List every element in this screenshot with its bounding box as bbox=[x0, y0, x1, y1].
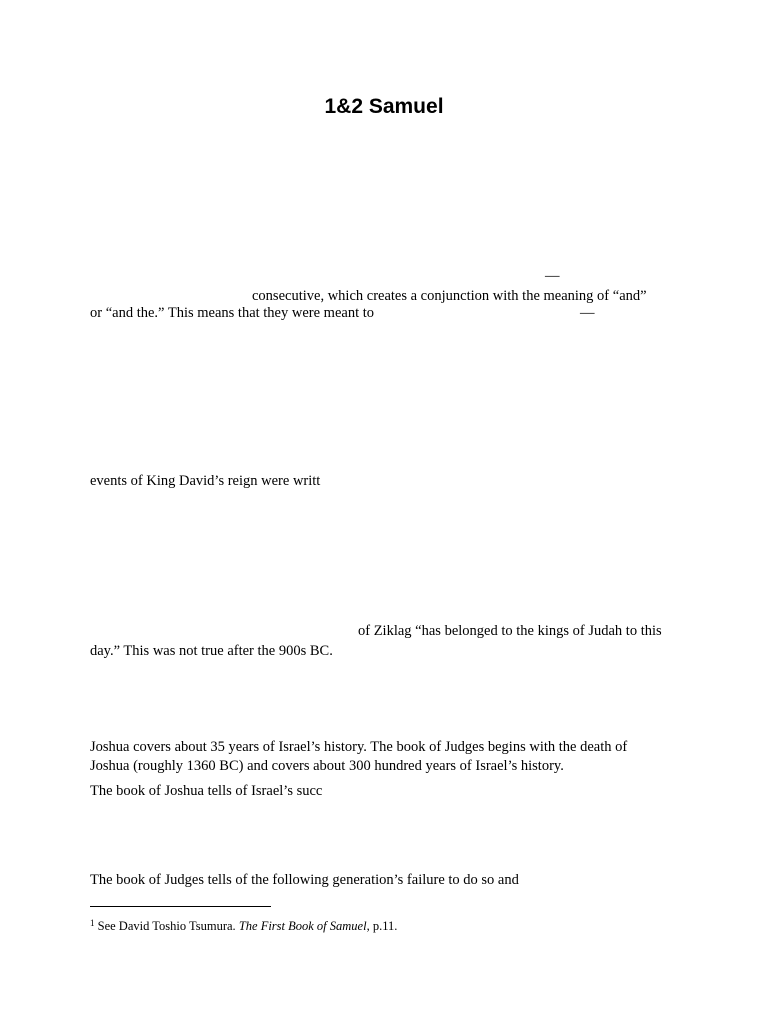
footnote-divider bbox=[90, 906, 271, 907]
text-fragment: of Ziklag “has belonged to the kings of Judah to this bbox=[358, 623, 662, 639]
text-fragment: consecutive, which creates a conjunction with the meaning of “and” bbox=[252, 288, 647, 304]
em-dash: — bbox=[545, 268, 560, 284]
page-title: 1&2 Samuel bbox=[324, 95, 444, 118]
footnote-prefix: See David Toshio Tsumura. bbox=[94, 919, 239, 933]
text-fragment: The book of Joshua tells of Israel’s succ bbox=[90, 783, 323, 799]
footnote-book-title: The First Book of Samuel bbox=[238, 919, 367, 933]
text-fragment: or “and the.” This means that they were meant to bbox=[90, 305, 374, 321]
text-fragment: day.” This was not true after the 900s BC. bbox=[90, 643, 333, 659]
text-fragment: Joshua (roughly 1360 BC) and covers about 300 hundred years of Israel’s history. bbox=[90, 758, 564, 774]
footnote-suffix: , p.11. bbox=[366, 919, 398, 933]
text-fragment: Joshua covers about 35 years of Israel’s history. The book of Judges begins with the death of bbox=[90, 739, 628, 755]
text-fragment: The book of Judges tells of the following generation’s failure to do so and bbox=[90, 872, 519, 888]
footnote-number: 1 bbox=[90, 918, 95, 928]
em-dash: — bbox=[580, 305, 595, 321]
text-fragment: events of King David’s reign were writt bbox=[90, 473, 321, 489]
footnote bbox=[90, 914, 397, 935]
